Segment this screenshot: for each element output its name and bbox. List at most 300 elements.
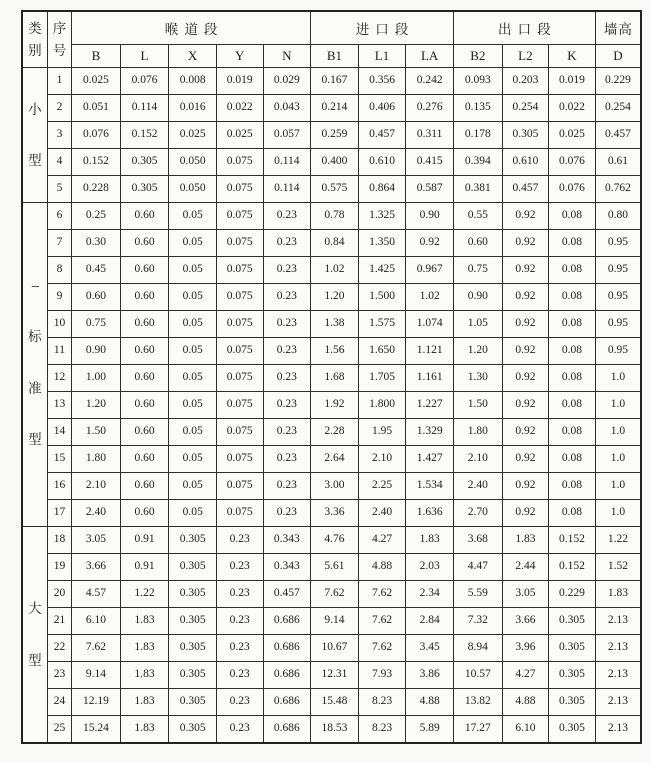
value-cell: 0.23	[216, 554, 263, 581]
value-cell: 0.229	[549, 581, 596, 608]
seq-cell: 21	[47, 608, 71, 635]
value-cell: 0.05	[169, 230, 217, 257]
value-cell: 0.305	[549, 635, 596, 662]
value-cell: 2.40	[358, 500, 406, 527]
value-cell: 1.227	[406, 392, 454, 419]
value-cell: 0.152	[549, 554, 596, 581]
value-cell: 7.93	[358, 662, 406, 689]
value-cell: 0.075	[216, 311, 263, 338]
value-cell: 0.05	[169, 446, 217, 473]
value-cell: 0.60	[120, 311, 169, 338]
value-cell: 0.057	[263, 122, 311, 149]
category-char: ---	[31, 281, 39, 293]
value-cell: 0.23	[216, 635, 263, 662]
value-cell: 1.22	[595, 527, 641, 554]
value-cell: 0.075	[216, 284, 263, 311]
value-cell: 0.076	[72, 122, 121, 149]
seq-cell: 22	[47, 635, 71, 662]
value-cell: 0.457	[263, 581, 311, 608]
value-cell: 1.83	[120, 716, 169, 744]
group-header-wall-height: 墙高	[595, 11, 641, 45]
table-row	[22, 635, 641, 662]
category-cell-2	[22, 527, 47, 744]
value-cell: 0.075	[216, 392, 263, 419]
value-cell: 3.86	[406, 662, 454, 689]
value-cell: 2.40	[453, 473, 502, 500]
value-cell: 0.60	[120, 203, 169, 230]
value-cell: 1.121	[406, 338, 454, 365]
value-cell: 0.92	[502, 311, 549, 338]
value-cell: 0.043	[263, 95, 311, 122]
value-cell: 0.23	[263, 419, 311, 446]
value-cell: 0.92	[502, 257, 549, 284]
value-cell: 0.23	[263, 338, 311, 365]
value-cell: 4.88	[358, 554, 406, 581]
value-cell: 7.62	[311, 581, 359, 608]
value-cell: 0.228	[72, 176, 121, 203]
value-cell: 7.62	[358, 635, 406, 662]
value-cell: 0.394	[453, 149, 502, 176]
category-cell-0	[22, 68, 47, 203]
value-cell: 0.23	[263, 500, 311, 527]
value-cell: 0.60	[72, 284, 121, 311]
value-cell: 1.83	[120, 662, 169, 689]
value-cell: 0.050	[169, 149, 217, 176]
value-cell: 0.610	[502, 149, 549, 176]
category-char: 型	[28, 153, 42, 168]
value-cell: 0.381	[453, 176, 502, 203]
value-cell: 0.305	[169, 662, 217, 689]
seq-cell: 18	[47, 527, 71, 554]
value-cell: 6.10	[72, 608, 121, 635]
category-header-char: 类	[28, 20, 42, 36]
value-cell: 4.27	[502, 662, 549, 689]
value-cell: 1.329	[406, 419, 454, 446]
value-cell: 0.075	[216, 230, 263, 257]
value-cell: 1.22	[120, 581, 169, 608]
value-cell: 0.23	[216, 581, 263, 608]
value-cell: 0.022	[549, 95, 596, 122]
value-cell: 1.52	[595, 554, 641, 581]
value-cell: 0.05	[169, 257, 217, 284]
seq-cell: 9	[47, 284, 71, 311]
value-cell: 1.074	[406, 311, 454, 338]
value-cell: 0.08	[549, 392, 596, 419]
value-cell: 0.60	[120, 284, 169, 311]
value-cell: 1.20	[72, 392, 121, 419]
value-cell: 0.92	[502, 446, 549, 473]
category-char: 大	[28, 601, 42, 616]
value-cell: 0.60	[120, 365, 169, 392]
value-cell: 0.08	[549, 338, 596, 365]
value-cell: 0.075	[216, 149, 263, 176]
value-cell: 1.95	[358, 419, 406, 446]
value-cell: 0.400	[311, 149, 359, 176]
col-header-n: N	[263, 45, 311, 68]
value-cell: 0.242	[406, 68, 454, 95]
value-cell: 0.92	[406, 230, 454, 257]
value-cell: 0.864	[358, 176, 406, 203]
value-cell: 0.305	[169, 581, 217, 608]
value-cell: 0.08	[549, 257, 596, 284]
value-cell: 0.60	[453, 230, 502, 257]
value-cell: 0.587	[406, 176, 454, 203]
value-cell: 1.38	[311, 311, 359, 338]
value-cell: 3.68	[453, 527, 502, 554]
value-cell: 0.076	[549, 176, 596, 203]
seq-cell: 2	[47, 95, 71, 122]
value-cell: 0.23	[216, 527, 263, 554]
value-cell: 0.23	[216, 689, 263, 716]
value-cell: 0.008	[169, 68, 217, 95]
value-cell: 3.36	[311, 500, 359, 527]
value-cell: 1.30	[453, 365, 502, 392]
value-cell: 0.60	[120, 473, 169, 500]
col-header-d: D	[595, 45, 641, 68]
flume-dimensions-table	[21, 10, 642, 744]
table-row	[22, 689, 641, 716]
value-cell: 0.075	[216, 257, 263, 284]
value-cell: 0.92	[502, 473, 549, 500]
value-cell: 1.50	[72, 419, 121, 446]
value-cell: 0.45	[72, 257, 121, 284]
value-cell: 0.075	[216, 365, 263, 392]
group-header-inlet-section: 进口段	[311, 11, 454, 45]
value-cell: 2.10	[453, 446, 502, 473]
value-cell: 1.636	[406, 500, 454, 527]
value-cell: 0.305	[169, 554, 217, 581]
value-cell: 0.686	[263, 689, 311, 716]
table-row	[22, 284, 641, 311]
seq-cell: 4	[47, 149, 71, 176]
value-cell: 0.23	[263, 230, 311, 257]
value-cell: 1.705	[358, 365, 406, 392]
category-char: 标	[28, 329, 42, 345]
value-cell: 0.457	[502, 176, 549, 203]
seq-cell: 24	[47, 689, 71, 716]
value-cell: 6.10	[502, 716, 549, 744]
value-cell: 0.019	[216, 68, 263, 95]
value-cell: 0.152	[120, 122, 169, 149]
value-cell: 1.0	[595, 446, 641, 473]
table-row	[22, 419, 641, 446]
value-cell: 1.350	[358, 230, 406, 257]
value-cell: 0.029	[263, 68, 311, 95]
value-cell: 0.135	[453, 95, 502, 122]
value-cell: 0.60	[120, 392, 169, 419]
value-cell: 7.32	[453, 608, 502, 635]
col-header-l2: L2	[502, 45, 549, 68]
seq-cell: 17	[47, 500, 71, 527]
table-row	[22, 203, 641, 230]
value-cell: 1.427	[406, 446, 454, 473]
table-row	[22, 338, 641, 365]
value-cell: 0.05	[169, 392, 217, 419]
value-cell: 0.762	[595, 176, 641, 203]
value-cell: 0.075	[216, 176, 263, 203]
value-cell: 15.48	[311, 689, 359, 716]
value-cell: 0.305	[120, 149, 169, 176]
value-cell: 1.83	[595, 581, 641, 608]
value-cell: 0.305	[169, 689, 217, 716]
value-cell: 0.90	[453, 284, 502, 311]
value-cell: 0.686	[263, 716, 311, 744]
value-cell: 0.05	[169, 473, 217, 500]
value-cell: 4.88	[502, 689, 549, 716]
value-cell: 0.23	[263, 311, 311, 338]
value-cell: 7.62	[358, 608, 406, 635]
value-cell: 3.05	[72, 527, 121, 554]
category-char: 型	[28, 652, 42, 668]
value-cell: 4.27	[358, 527, 406, 554]
col-header-k: K	[549, 45, 596, 68]
value-cell: 0.575	[311, 176, 359, 203]
value-cell: 0.92	[502, 365, 549, 392]
table-row	[22, 608, 641, 635]
value-cell: 0.305	[549, 716, 596, 744]
value-cell: 1.575	[358, 311, 406, 338]
value-cell: 1.00	[72, 365, 121, 392]
value-cell: 9.14	[311, 608, 359, 635]
value-cell: 0.305	[549, 689, 596, 716]
table-row	[22, 392, 641, 419]
table-row	[22, 68, 641, 95]
value-cell: 10.57	[453, 662, 502, 689]
seq-cell: 1	[47, 68, 71, 95]
value-cell: 17.27	[453, 716, 502, 744]
seq-cell: 12	[47, 365, 71, 392]
col-header-b2: B2	[453, 45, 502, 68]
value-cell: 0.05	[169, 338, 217, 365]
value-cell: 0.80	[595, 203, 641, 230]
value-cell: 0.08	[549, 419, 596, 446]
value-cell: 1.02	[406, 284, 454, 311]
value-cell: 0.075	[216, 338, 263, 365]
value-cell: 9.14	[72, 662, 121, 689]
value-cell: 0.08	[549, 446, 596, 473]
value-cell: 0.050	[169, 176, 217, 203]
value-cell: 0.019	[549, 68, 596, 95]
value-cell: 0.025	[72, 68, 121, 95]
value-cell: 0.254	[502, 95, 549, 122]
value-cell: 0.178	[453, 122, 502, 149]
value-cell: 0.305	[502, 122, 549, 149]
value-cell: 2.13	[595, 608, 641, 635]
value-cell: 1.0	[595, 392, 641, 419]
value-cell: 1.800	[358, 392, 406, 419]
value-cell: 0.076	[120, 68, 169, 95]
value-cell: 15.24	[72, 716, 121, 744]
value-cell: 2.70	[453, 500, 502, 527]
value-cell: 0.95	[595, 257, 641, 284]
value-cell: 0.305	[169, 635, 217, 662]
value-cell: 0.686	[263, 635, 311, 662]
value-cell: 0.08	[549, 365, 596, 392]
category-label-stack	[23, 527, 47, 742]
value-cell: 12.19	[72, 689, 121, 716]
seq-cell: 8	[47, 257, 71, 284]
value-cell: 2.64	[311, 446, 359, 473]
value-cell: 0.967	[406, 257, 454, 284]
value-cell: 0.05	[169, 419, 217, 446]
value-cell: 0.457	[358, 122, 406, 149]
value-cell: 8.94	[453, 635, 502, 662]
value-cell: 1.83	[120, 689, 169, 716]
value-cell: 2.25	[358, 473, 406, 500]
value-cell: 0.92	[502, 392, 549, 419]
table-row	[22, 716, 641, 744]
value-cell: 1.20	[311, 284, 359, 311]
value-cell: 0.75	[72, 311, 121, 338]
value-cell: 0.025	[549, 122, 596, 149]
value-cell: 0.075	[216, 419, 263, 446]
seq-header-char: 号	[52, 42, 67, 58]
value-cell: 0.075	[216, 203, 263, 230]
value-cell: 0.229	[595, 68, 641, 95]
col-header-b1: B1	[311, 45, 359, 68]
seq-cell: 16	[47, 473, 71, 500]
value-cell: 0.406	[358, 95, 406, 122]
category-char: 型	[28, 432, 42, 448]
header-group-row	[22, 11, 641, 45]
value-cell: 0.25	[72, 203, 121, 230]
col-header-b: B	[72, 45, 121, 68]
table-row	[22, 581, 641, 608]
value-cell: 0.05	[169, 284, 217, 311]
value-cell: 2.13	[595, 716, 641, 744]
value-cell: 0.08	[549, 473, 596, 500]
value-cell: 5.89	[406, 716, 454, 744]
value-cell: 0.23	[263, 392, 311, 419]
seq-cell: 19	[47, 554, 71, 581]
category-cell-1	[22, 203, 47, 527]
table-row	[22, 311, 641, 338]
value-cell: 1.500	[358, 284, 406, 311]
col-header-x: X	[169, 45, 217, 68]
seq-header-char: 序	[52, 20, 67, 36]
value-cell: 0.167	[311, 68, 359, 95]
value-cell: 1.56	[311, 338, 359, 365]
value-cell: 0.30	[72, 230, 121, 257]
value-cell: 1.02	[311, 257, 359, 284]
col-header-category	[22, 11, 47, 68]
col-header-seq	[47, 11, 71, 68]
value-cell: 2.40	[72, 500, 121, 527]
value-cell: 5.59	[453, 581, 502, 608]
value-cell: 0.84	[311, 230, 359, 257]
value-cell: 3.66	[72, 554, 121, 581]
value-cell: 0.08	[549, 311, 596, 338]
table-header	[22, 11, 641, 68]
value-cell: 2.84	[406, 608, 454, 635]
value-cell: 0.95	[595, 311, 641, 338]
value-cell: 18.53	[311, 716, 359, 744]
value-cell: 0.60	[120, 446, 169, 473]
value-cell: 0.23	[263, 284, 311, 311]
value-cell: 1.05	[453, 311, 502, 338]
value-cell: 0.92	[502, 230, 549, 257]
value-cell: 0.92	[502, 500, 549, 527]
value-cell: 2.03	[406, 554, 454, 581]
value-cell: 0.075	[216, 473, 263, 500]
value-cell: 1.68	[311, 365, 359, 392]
seq-cell: 11	[47, 338, 71, 365]
value-cell: 0.075	[216, 446, 263, 473]
value-cell: 0.23	[263, 257, 311, 284]
value-cell: 4.47	[453, 554, 502, 581]
value-cell: 0.78	[311, 203, 359, 230]
value-cell: 13.82	[453, 689, 502, 716]
value-cell: 2.10	[358, 446, 406, 473]
value-cell: 0.254	[595, 95, 641, 122]
value-cell: 0.457	[595, 122, 641, 149]
value-cell: 0.114	[263, 176, 311, 203]
value-cell: 8.23	[358, 689, 406, 716]
value-cell: 0.08	[549, 500, 596, 527]
value-cell: 1.50	[453, 392, 502, 419]
col-header-l: L	[120, 45, 169, 68]
value-cell: 0.305	[169, 608, 217, 635]
value-cell: 1.534	[406, 473, 454, 500]
value-cell: 0.60	[120, 500, 169, 527]
value-cell: 0.214	[311, 95, 359, 122]
value-cell: 0.305	[169, 527, 217, 554]
value-cell: 0.95	[595, 284, 641, 311]
value-cell: 0.343	[263, 554, 311, 581]
table-row	[22, 176, 641, 203]
value-cell: 0.686	[263, 662, 311, 689]
seq-cell: 20	[47, 581, 71, 608]
value-cell: 0.610	[358, 149, 406, 176]
value-cell: 2.13	[595, 689, 641, 716]
col-header-la: LA	[406, 45, 454, 68]
value-cell: 1.80	[72, 446, 121, 473]
value-cell: 0.051	[72, 95, 121, 122]
value-cell: 8.23	[358, 716, 406, 744]
value-cell: 0.60	[120, 338, 169, 365]
value-cell: 0.025	[169, 122, 217, 149]
value-cell: 0.022	[216, 95, 263, 122]
value-cell: 3.00	[311, 473, 359, 500]
seq-cell: 5	[47, 176, 71, 203]
value-cell: 1.425	[358, 257, 406, 284]
value-cell: 0.415	[406, 149, 454, 176]
seq-cell: 25	[47, 716, 71, 744]
table-row	[22, 122, 641, 149]
value-cell: 0.60	[120, 230, 169, 257]
value-cell: 0.343	[263, 527, 311, 554]
value-cell: 0.23	[216, 608, 263, 635]
value-cell: 0.55	[453, 203, 502, 230]
category-char: 小	[28, 101, 42, 117]
category-header-char: 别	[28, 42, 42, 58]
seq-cell: 7	[47, 230, 71, 257]
value-cell: 0.259	[311, 122, 359, 149]
value-cell: 2.10	[72, 473, 121, 500]
value-cell: 4.88	[406, 689, 454, 716]
value-cell: 1.161	[406, 365, 454, 392]
value-cell: 1.0	[595, 473, 641, 500]
value-cell: 0.075	[216, 500, 263, 527]
value-cell: 0.92	[502, 203, 549, 230]
value-cell: 0.016	[169, 95, 217, 122]
value-cell: 2.13	[595, 635, 641, 662]
value-cell: 3.66	[502, 608, 549, 635]
value-cell: 12.31	[311, 662, 359, 689]
seq-cell: 15	[47, 446, 71, 473]
value-cell: 0.203	[502, 68, 549, 95]
value-cell: 1.83	[406, 527, 454, 554]
